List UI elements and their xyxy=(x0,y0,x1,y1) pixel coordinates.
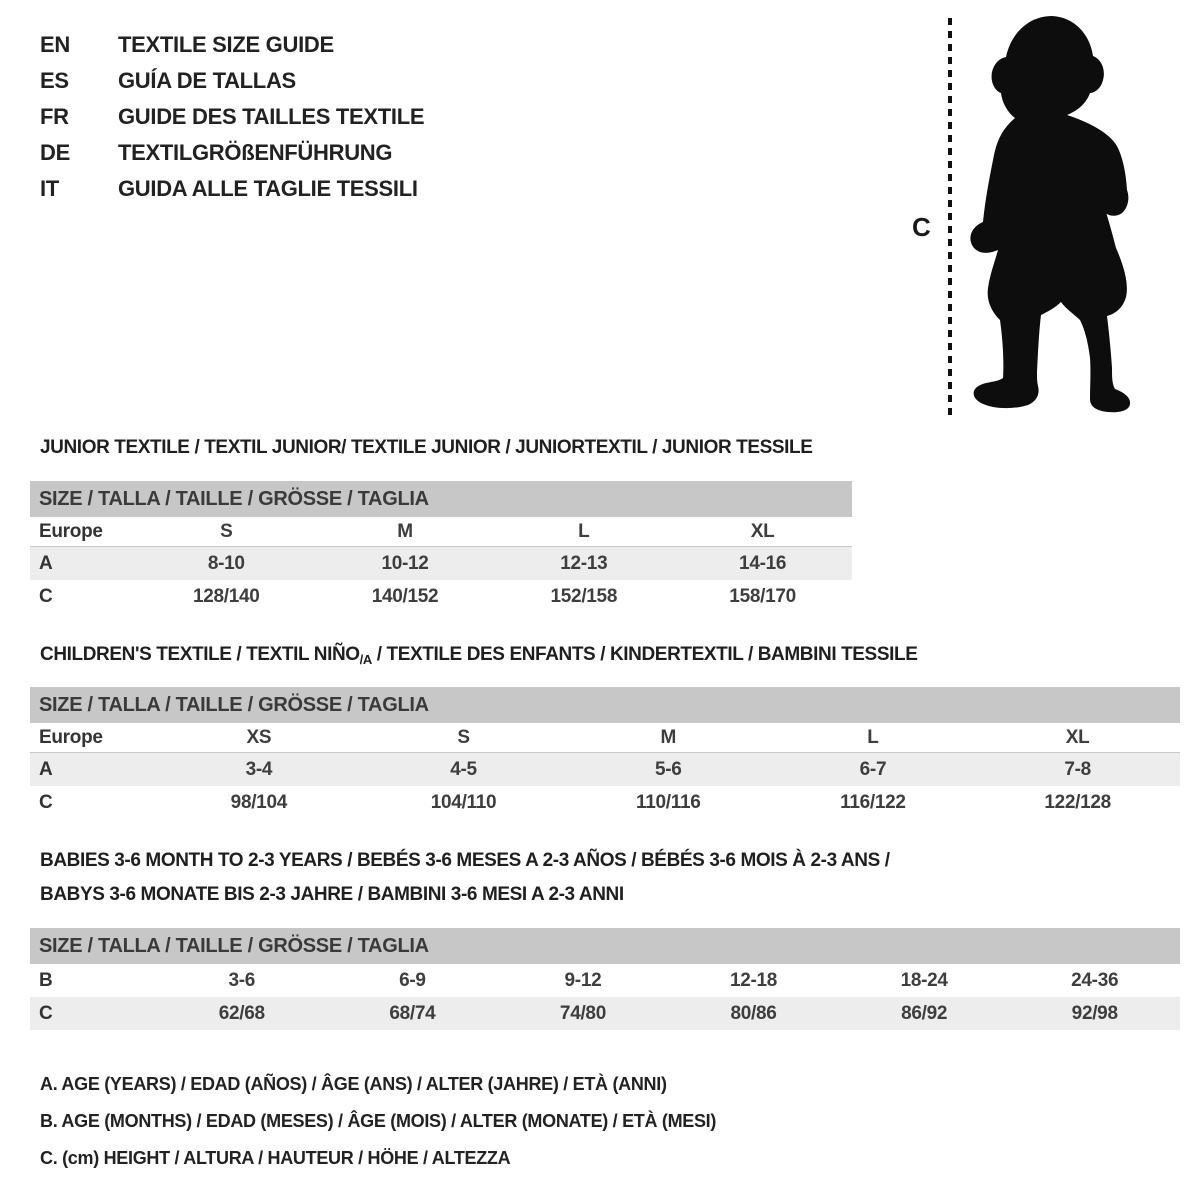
children-title-post: / TEXTILE DES ENFANTS / KINDERTEXTIL / BAMBINI TESSILE xyxy=(371,644,918,665)
row-label: C xyxy=(39,792,53,813)
value-cell: 12-13 xyxy=(560,553,608,574)
language-list xyxy=(40,30,424,210)
table-row-c xyxy=(30,997,1180,1030)
row-label: C xyxy=(39,586,53,607)
value-cell: 8-10 xyxy=(207,553,245,574)
table-row-c xyxy=(30,580,852,613)
value-cell: 6-9 xyxy=(399,970,426,991)
value-cell: 62/68 xyxy=(218,1003,265,1024)
value-cell: 3-4 xyxy=(245,759,273,780)
language-label: TEXTILGRÖßENFÜHRUNG xyxy=(118,140,393,165)
value-cell: 4-5 xyxy=(450,759,477,780)
toddler-silhouette-path xyxy=(970,16,1130,412)
language-label: GUÍA DE TALLAS xyxy=(118,68,296,93)
value-cell: 140/152 xyxy=(371,586,439,607)
table-row-sizes xyxy=(30,517,852,547)
table-row-b xyxy=(30,964,1180,997)
table-row-c xyxy=(30,786,1180,819)
row-label: A xyxy=(39,759,53,780)
measure-legend xyxy=(40,1068,716,1179)
value-cell: 158/170 xyxy=(729,586,796,607)
value-cell: 74/80 xyxy=(559,1003,606,1024)
size-cell: S xyxy=(220,521,233,542)
size-cell: L xyxy=(867,727,879,748)
row-label: A xyxy=(39,553,53,574)
value-cell: 68/74 xyxy=(389,1003,436,1024)
language-label: GUIDA ALLE TAGLIE TESSILI xyxy=(118,176,418,201)
table-row-a xyxy=(30,753,1180,786)
value-cell: 128/140 xyxy=(192,586,260,607)
size-cell: S xyxy=(457,727,470,748)
size-table-header: SIZE / TALLA / TAILLE / GRÖSSE / TAGLIA xyxy=(30,687,1180,723)
value-cell: 6-7 xyxy=(859,759,887,780)
legend-line-a: A. AGE (YEARS) / EDAD (AÑOS) / ÂGE (ANS) / ALTER (JAHRE) / ETÀ (ANNI) xyxy=(40,1074,667,1094)
size-cell: L xyxy=(578,521,590,542)
language-code: ES xyxy=(40,68,69,93)
language-code: FR xyxy=(40,104,69,129)
size-cell: M xyxy=(397,521,413,542)
language-row-fr xyxy=(40,102,424,138)
value-cell: 5-6 xyxy=(654,759,682,780)
table-row-a xyxy=(30,547,852,580)
junior-size-table xyxy=(30,481,852,613)
language-code: IT xyxy=(40,176,59,201)
measure-label-c: C xyxy=(912,212,931,242)
value-cell: 24-36 xyxy=(1071,970,1119,991)
size-table-header: SIZE / TALLA / TAILLE / GRÖSSE / TAGLIA xyxy=(30,481,852,517)
value-cell: 80/86 xyxy=(730,1003,777,1024)
value-cell: 9-12 xyxy=(564,970,602,991)
size-table-header: SIZE / TALLA / TAILLE / GRÖSSE / TAGLIA xyxy=(30,928,1180,964)
table-row-sizes xyxy=(30,723,1180,753)
value-cell: 152/158 xyxy=(550,586,618,607)
value-cell: 104/110 xyxy=(430,792,497,813)
value-cell: 14-16 xyxy=(739,553,787,574)
junior-section-title: JUNIOR TEXTILE / TEXTIL JUNIOR/ TEXTILE JUNIOR / JUNIORTEXTIL / JUNIOR TESSILE xyxy=(40,437,813,458)
value-cell: 98/104 xyxy=(230,792,287,813)
language-code: EN xyxy=(40,32,70,57)
region-label: Europe xyxy=(39,521,103,542)
children-section-title xyxy=(40,644,917,667)
children-title-pre: CHILDREN'S TEXTILE / TEXTIL NIÑO xyxy=(40,644,360,665)
value-cell: 7-8 xyxy=(1064,759,1091,780)
value-cell: 10-12 xyxy=(381,553,429,574)
babies-section-title-line2: BABYS 3-6 MONATE BIS 2-3 JAHRE / BAMBINI 3-6 MESI A 2-3 ANNI xyxy=(40,884,624,905)
value-cell: 92/98 xyxy=(1071,1003,1118,1024)
value-cell: 3-6 xyxy=(228,970,256,991)
size-cell: XS xyxy=(246,727,272,748)
language-row-es xyxy=(40,66,424,102)
legend-line-b: B. AGE (MONTHS) / EDAD (MESES) / ÂGE (MOIS) / ALTER (MONATE) / ETÀ (MESI) xyxy=(40,1111,717,1131)
language-label: TEXTILE SIZE GUIDE xyxy=(118,32,334,57)
row-label: B xyxy=(39,970,53,991)
value-cell: 86/92 xyxy=(901,1003,948,1024)
row-label: C xyxy=(39,1003,53,1024)
language-label: GUIDE DES TAILLES TEXTILE xyxy=(118,104,425,129)
size-guide-figure xyxy=(880,0,1200,430)
language-row-en xyxy=(40,30,424,66)
value-cell: 12-18 xyxy=(729,970,778,991)
children-title-sub: /A xyxy=(359,652,372,667)
language-code: DE xyxy=(40,140,70,165)
value-cell: 110/116 xyxy=(636,792,701,813)
language-row-it xyxy=(40,174,424,210)
size-cell: XL xyxy=(750,521,775,542)
language-row-de xyxy=(40,138,424,174)
value-cell: 122/128 xyxy=(1044,792,1111,813)
value-cell: 116/122 xyxy=(840,792,906,813)
size-cell: XL xyxy=(1065,727,1090,748)
babies-size-table xyxy=(30,928,1180,1030)
children-size-table xyxy=(30,687,1180,819)
babies-section-title-line1: BABIES 3-6 MONTH TO 2-3 YEARS / BEBÉS 3-6 MESES A 2-3 AÑOS / BÉBÉS 3-6 MOIS À 2-3 ANS / xyxy=(40,850,890,871)
region-label: Europe xyxy=(39,727,103,748)
value-cell: 18-24 xyxy=(900,970,948,991)
legend-line-c: C. (cm) HEIGHT / ALTURA / HAUTEUR / HÖHE / ALTEZZA xyxy=(40,1148,511,1168)
size-cell: M xyxy=(660,727,676,748)
